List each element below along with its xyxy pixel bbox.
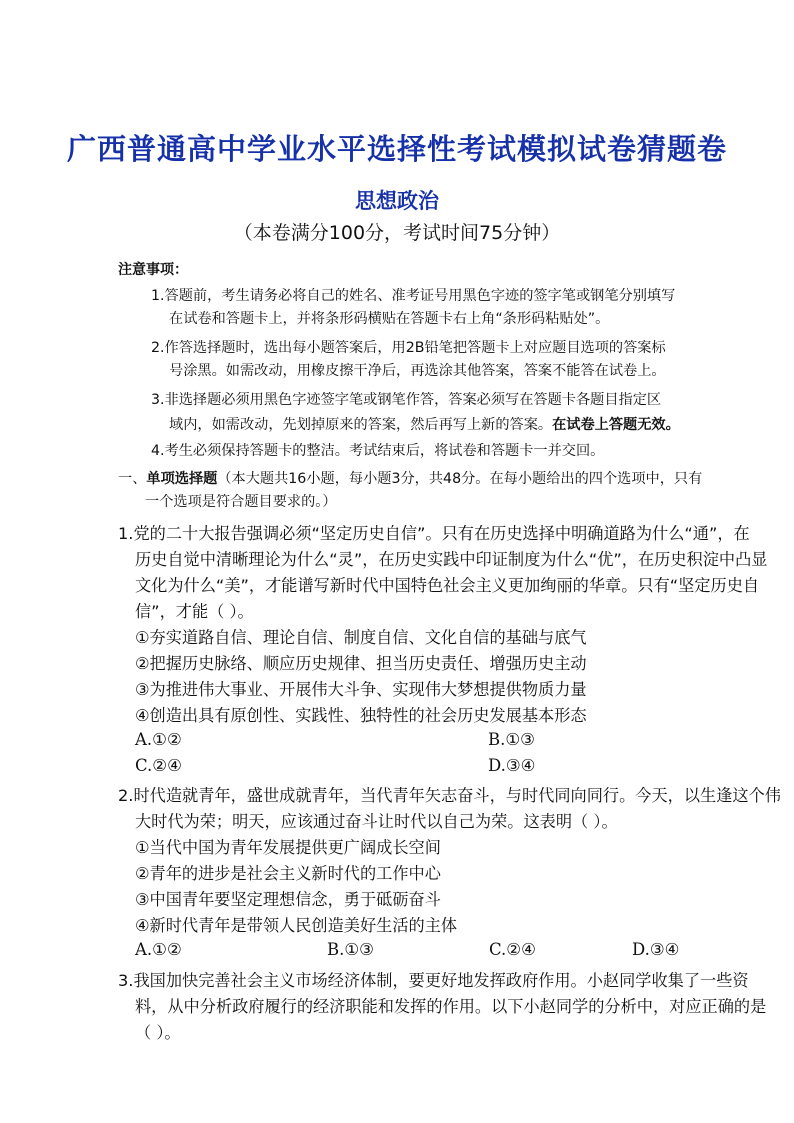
notes-line: 号涂黑。如需改动，用橡皮擦干净后，再选涂其他答案，答案不能答在试卷上。: [169, 363, 666, 379]
notes-line: 2.作答选择题时，选出每小题答案后，用2B铅笔把答题卡上对应题目选项的答案标: [151, 340, 666, 356]
q1-option-a: A.①②: [135, 730, 182, 749]
q2-stem-line: 大时代为荣；明天，应该通过奋斗让时代以自己为荣。这表明（ ）。: [135, 812, 618, 831]
subject-title: 思想政治: [355, 189, 439, 213]
q1-statement: ①夯实道路自信、理论自信、制度自信、文化自信的基础与底气: [135, 628, 587, 647]
q1-option-d: D.③④: [488, 756, 536, 775]
q1-stem-line: 信”，才能（ ）。: [135, 602, 254, 621]
q3-stem-line: 料，从中分析政府履行的经济职能和发挥的作用。以下小赵同学的分析中，对应正确的是: [135, 997, 767, 1016]
q1-stem-line: 1.党的二十大报告强调必须“坚定历史自信”。只有在历史选择中明确道路为什么“通”，在: [118, 524, 750, 543]
notes-line: [169, 414, 680, 434]
q2-statement: ④新时代青年是带领人民创造美好生活的主体: [135, 916, 458, 935]
q2-statement: ②青年的进步是社会主义新时代的工作中心: [135, 864, 441, 883]
q2-option-c: C.②④: [489, 940, 536, 959]
notes-line: 在试卷和答题卡上，并将条形码横贴在答题卡右上角“条形码粘贴处”。: [169, 311, 610, 327]
q2-statement: ①当代中国为青年发展提供更广阔成长空间: [135, 838, 441, 857]
exam-title: 广西普通高中学业水平选择性考试模拟试卷猜题卷: [66, 132, 727, 166]
section-label: 一、: [118, 471, 147, 487]
section-desc-cont: 一个选项是符合题目要求的。）: [145, 494, 337, 510]
section-desc: （本大题共16小题，每小题3分，共48分。在每小题给出的四个选项中，只有: [217, 471, 703, 487]
q1-statement: ②把握历史脉络、顺应历史规律、担当历史责任、增强历史主动: [135, 654, 587, 673]
notes-line: 3.非选择题必须用黑色字迹签字笔或钢笔作答，答案必须写在答题卡各题目指定区: [151, 392, 662, 408]
q1-stem-line: 历史自觉中清晰理论为什么“灵”，在历史实践中印证制度为什么“优”，在历史积淀中凸显: [135, 550, 768, 569]
q1-statement: ④创造出具有原创性、实践性、独特性的社会历史发展基本形态: [135, 706, 587, 725]
q2-stem-line: 2.时代造就青年，盛世成就青年，当代青年矢志奋斗，与时代同向同行。今天，以生逢这个伟: [118, 786, 781, 805]
notes-line-text: 域内，如需改动，先划掉原来的答案，然后再写上新的答案。: [169, 417, 553, 433]
notes-heading: 注意事项：: [118, 262, 188, 278]
exam-meta: （本卷满分100分，考试时间75分钟）: [233, 222, 561, 244]
q2-option-d: D.③④: [632, 940, 680, 959]
section-name: 单项选择题: [146, 471, 218, 487]
q1-option-b: B.①③: [488, 730, 535, 749]
section-heading: [118, 468, 702, 488]
notes-line: 1.答题前，考生请务必将自己的姓名、准考证号用黑色字迹的签字笔或钢笔分别填写: [151, 288, 676, 304]
q2-statement: ③中国青年要坚定理想信念，勇于砥砺奋斗: [135, 890, 441, 909]
q2-option-a: A.①②: [135, 940, 182, 959]
q1-statement: ③为推进伟大事业、开展伟大斗争、实现伟大梦想提供物质力量: [135, 680, 587, 699]
q3-stem-line: 3.我国加快完善社会主义市场经济体制，要更好地发挥政府作用。小赵同学收集了一些资: [118, 971, 749, 990]
q2-option-b: B.①③: [327, 940, 374, 959]
notes-emphasis: 在试卷上答题无效。: [552, 417, 680, 433]
q1-option-c: C.②④: [135, 756, 182, 775]
notes-line: 4.考生必须保持答题卡的整洁。考试结束后，将试卷和答题卡一并交回。: [151, 443, 605, 459]
q3-stem-line: （ ）。: [135, 1023, 181, 1042]
q1-stem-line: 文化为什么“美”，才能谱写新时代中国特色社会主义更加绚丽的华章。只有“坚定历史自: [135, 576, 760, 595]
